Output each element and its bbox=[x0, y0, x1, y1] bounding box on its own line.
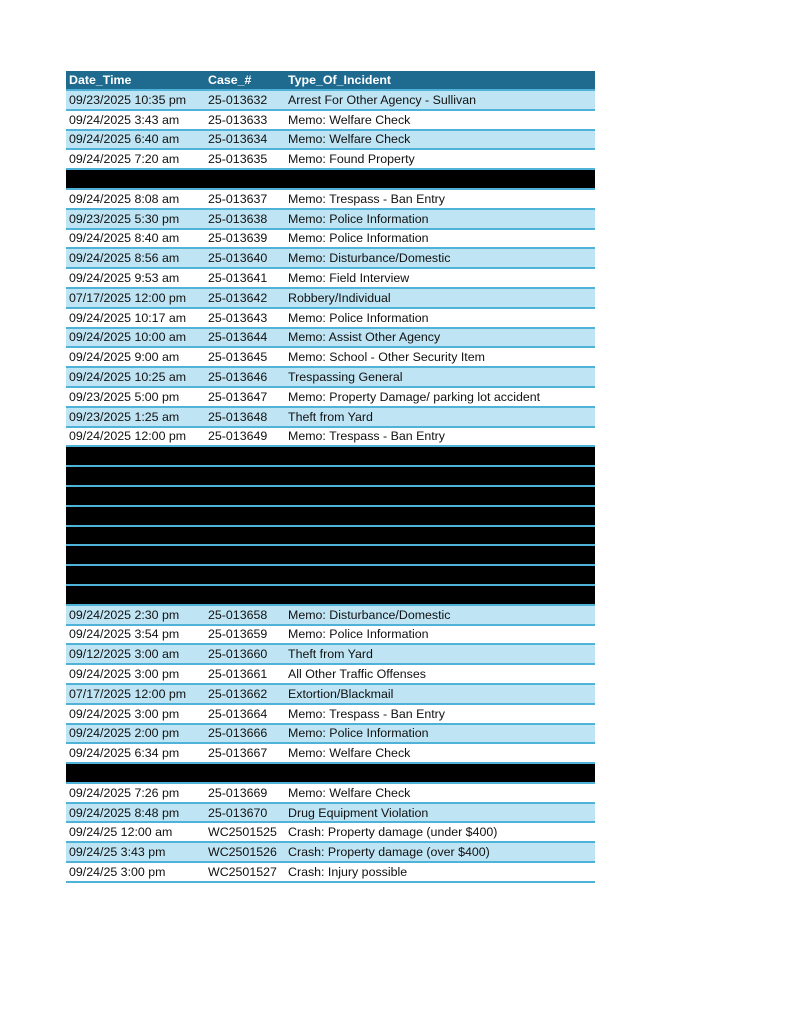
cell-type-of-incident: Crash: Injury possible bbox=[288, 864, 408, 879]
cell-case-number: WC2501527 bbox=[208, 864, 277, 879]
cell-type-of-incident: Theft from Yard bbox=[288, 409, 373, 424]
cell-date-time: 09/24/2025 8:40 am bbox=[69, 231, 180, 246]
cell-date-time: 09/24/25 3:43 pm bbox=[69, 845, 166, 860]
cell-date-time: 09/12/2025 3:00 am bbox=[69, 647, 180, 662]
header-date-time: Date_Time bbox=[69, 73, 132, 87]
cell-date-time: 09/24/2025 10:00 am bbox=[69, 330, 187, 345]
cell-type-of-incident: Theft from Yard bbox=[288, 647, 373, 662]
table-row bbox=[66, 408, 595, 428]
table-row bbox=[66, 289, 595, 309]
table-row bbox=[66, 210, 595, 230]
cell-case-number: 25-013640 bbox=[208, 251, 268, 266]
cell-case-number: 25-013634 bbox=[208, 132, 268, 147]
redacted-row bbox=[66, 467, 595, 487]
table-row bbox=[66, 348, 595, 368]
cell-type-of-incident: Trespassing General bbox=[288, 370, 403, 385]
table-row bbox=[66, 388, 595, 408]
cell-case-number: 25-013660 bbox=[208, 647, 268, 662]
cell-date-time: 09/24/2025 6:34 pm bbox=[69, 746, 180, 761]
cell-case-number: 25-013664 bbox=[208, 706, 268, 721]
cell-case-number: 25-013647 bbox=[208, 389, 268, 404]
cell-case-number: 25-013645 bbox=[208, 350, 268, 365]
cell-type-of-incident: Memo: Trespass - Ban Entry bbox=[288, 706, 445, 721]
cell-type-of-incident: Memo: Police Information bbox=[288, 211, 429, 226]
redacted-row bbox=[66, 170, 595, 190]
cell-date-time: 07/17/2025 12:00 pm bbox=[69, 290, 187, 305]
cell-date-time: 09/24/2025 7:20 am bbox=[69, 152, 180, 167]
table-row bbox=[66, 744, 595, 764]
incident-table bbox=[66, 71, 595, 883]
cell-case-number: 25-013666 bbox=[208, 726, 268, 741]
table-row bbox=[66, 91, 595, 111]
table-body bbox=[66, 91, 595, 883]
cell-date-time: 09/24/2025 12:00 pm bbox=[69, 429, 187, 444]
cell-date-time: 09/24/2025 10:25 am bbox=[69, 370, 187, 385]
table-row bbox=[66, 784, 595, 804]
cell-case-number: 25-013643 bbox=[208, 310, 268, 325]
cell-case-number: WC2501525 bbox=[208, 825, 277, 840]
cell-case-number: 25-013644 bbox=[208, 330, 268, 345]
cell-case-number: WC2501526 bbox=[208, 845, 277, 860]
cell-date-time: 09/24/2025 3:00 pm bbox=[69, 706, 180, 721]
cell-type-of-incident: Memo: School - Other Security Item bbox=[288, 350, 485, 365]
cell-date-time: 09/24/2025 3:00 pm bbox=[69, 667, 180, 681]
cell-case-number: 25-013649 bbox=[208, 429, 268, 444]
cell-case-number: 25-013639 bbox=[208, 231, 268, 246]
redacted-row bbox=[66, 487, 595, 507]
cell-date-time: 09/24/2025 8:56 am bbox=[69, 251, 180, 266]
table-row bbox=[66, 309, 595, 329]
redacted-row bbox=[66, 447, 595, 467]
cell-date-time: 09/24/2025 6:40 am bbox=[69, 132, 180, 147]
cell-date-time: 09/24/2025 9:53 am bbox=[69, 271, 180, 286]
table-row bbox=[66, 685, 595, 705]
cell-type-of-incident: Memo: Field Interview bbox=[288, 271, 410, 286]
cell-date-time: 09/24/2025 7:26 pm bbox=[69, 785, 180, 800]
cell-type-of-incident: Memo: Assist Other Agency bbox=[288, 330, 441, 345]
table-row bbox=[66, 626, 595, 646]
cell-date-time: 09/24/2025 8:08 am bbox=[69, 191, 180, 206]
cell-type-of-incident: Memo: Property Damage/ parking lot accident bbox=[288, 389, 541, 404]
cell-case-number: 25-013661 bbox=[208, 667, 268, 681]
redacted-row bbox=[66, 546, 595, 566]
redacted-row bbox=[66, 586, 595, 606]
cell-case-number: 25-013635 bbox=[208, 152, 268, 167]
cell-case-number: 25-013641 bbox=[208, 271, 268, 286]
cell-type-of-incident: Extortion/Blackmail bbox=[288, 686, 394, 701]
cell-type-of-incident: Arrest For Other Agency - Sullivan bbox=[288, 92, 476, 107]
table-row bbox=[66, 606, 595, 626]
cell-type-of-incident: Memo: Trespass - Ban Entry bbox=[288, 191, 445, 206]
cell-type-of-incident: Memo: Police Information bbox=[288, 231, 429, 246]
cell-date-time: 09/24/2025 10:17 am bbox=[69, 310, 187, 325]
cell-date-time: 09/24/2025 3:54 pm bbox=[69, 627, 180, 642]
table-row bbox=[66, 823, 595, 843]
cell-case-number: 25-013638 bbox=[208, 211, 268, 226]
redacted-row bbox=[66, 507, 595, 527]
cell-type-of-incident: All Other Traffic Offenses bbox=[288, 667, 426, 681]
table-row bbox=[66, 150, 595, 170]
cell-type-of-incident: Memo: Trespass - Ban Entry bbox=[288, 429, 445, 444]
table-row bbox=[66, 804, 595, 824]
table-row bbox=[66, 725, 595, 745]
table-row bbox=[66, 329, 595, 349]
cell-case-number: 25-013633 bbox=[208, 112, 268, 127]
cell-case-number: 25-013646 bbox=[208, 370, 268, 385]
table-row bbox=[66, 230, 595, 250]
cell-date-time: 09/24/2025 9:00 am bbox=[69, 350, 180, 365]
cell-type-of-incident: Memo: Police Information bbox=[288, 627, 429, 642]
table-row bbox=[66, 131, 595, 151]
cell-type-of-incident: Memo: Welfare Check bbox=[288, 785, 411, 800]
cell-case-number: 25-013659 bbox=[208, 627, 268, 642]
cell-case-number: 25-013632 bbox=[208, 92, 268, 107]
cell-date-time: 09/24/2025 2:00 pm bbox=[69, 726, 180, 741]
cell-case-number: 25-013642 bbox=[208, 290, 268, 305]
cell-type-of-incident: Memo: Welfare Check bbox=[288, 746, 411, 761]
cell-type-of-incident: Robbery/Individual bbox=[288, 290, 391, 305]
table-row bbox=[66, 190, 595, 210]
cell-date-time: 09/24/2025 8:48 pm bbox=[69, 805, 180, 820]
table-row bbox=[66, 269, 595, 289]
cell-case-number: 25-013667 bbox=[208, 746, 268, 761]
cell-date-time: 09/24/25 12:00 am bbox=[69, 825, 173, 840]
cell-case-number: 25-013658 bbox=[208, 607, 268, 622]
cell-type-of-incident: Memo: Welfare Check bbox=[288, 112, 411, 127]
cell-type-of-incident: Memo: Police Information bbox=[288, 310, 429, 325]
redacted-row bbox=[66, 566, 595, 586]
table-row bbox=[66, 249, 595, 269]
cell-date-time: 09/23/2025 5:00 pm bbox=[69, 389, 180, 404]
cell-date-time: 09/23/2025 10:35 pm bbox=[69, 92, 187, 107]
table-row bbox=[66, 665, 595, 685]
table-row bbox=[66, 428, 595, 448]
cell-case-number: 25-013662 bbox=[208, 686, 268, 701]
table-row bbox=[66, 111, 595, 131]
cell-type-of-incident: Crash: Property damage (over $400) bbox=[288, 845, 490, 860]
cell-date-time: 09/24/2025 3:43 am bbox=[69, 112, 180, 127]
header-case-number: Case_# bbox=[208, 73, 252, 87]
cell-date-time: 09/24/2025 2:30 pm bbox=[69, 607, 180, 622]
table-row bbox=[66, 843, 595, 863]
redacted-row bbox=[66, 527, 595, 547]
cell-type-of-incident: Drug Equipment Violation bbox=[288, 805, 429, 820]
cell-type-of-incident: Memo: Welfare Check bbox=[288, 132, 411, 147]
cell-type-of-incident: Memo: Disturbance/Domestic bbox=[288, 251, 451, 266]
cell-type-of-incident: Crash: Property damage (under $400) bbox=[288, 825, 498, 840]
cell-case-number: 25-013669 bbox=[208, 785, 268, 800]
cell-type-of-incident: Memo: Found Property bbox=[288, 152, 415, 167]
cell-type-of-incident: Memo: Disturbance/Domestic bbox=[288, 607, 451, 622]
table-row bbox=[66, 645, 595, 665]
table-row bbox=[66, 368, 595, 388]
cell-case-number: 25-013670 bbox=[208, 805, 268, 820]
cell-type-of-incident: Memo: Police Information bbox=[288, 726, 429, 741]
cell-case-number: 25-013648 bbox=[208, 409, 268, 424]
cell-date-time: 09/24/25 3:00 pm bbox=[69, 864, 166, 879]
cell-date-time: 09/23/2025 5:30 pm bbox=[69, 211, 180, 226]
redacted-row bbox=[66, 764, 595, 784]
table-header-row bbox=[66, 71, 595, 91]
cell-date-time: 09/23/2025 1:25 am bbox=[69, 409, 180, 424]
table-row bbox=[66, 705, 595, 725]
header-type-of-incident: Type_Of_Incident bbox=[288, 73, 392, 87]
cell-case-number: 25-013637 bbox=[208, 191, 268, 206]
table-row bbox=[66, 863, 595, 883]
cell-date-time: 07/17/2025 12:00 pm bbox=[69, 686, 187, 701]
